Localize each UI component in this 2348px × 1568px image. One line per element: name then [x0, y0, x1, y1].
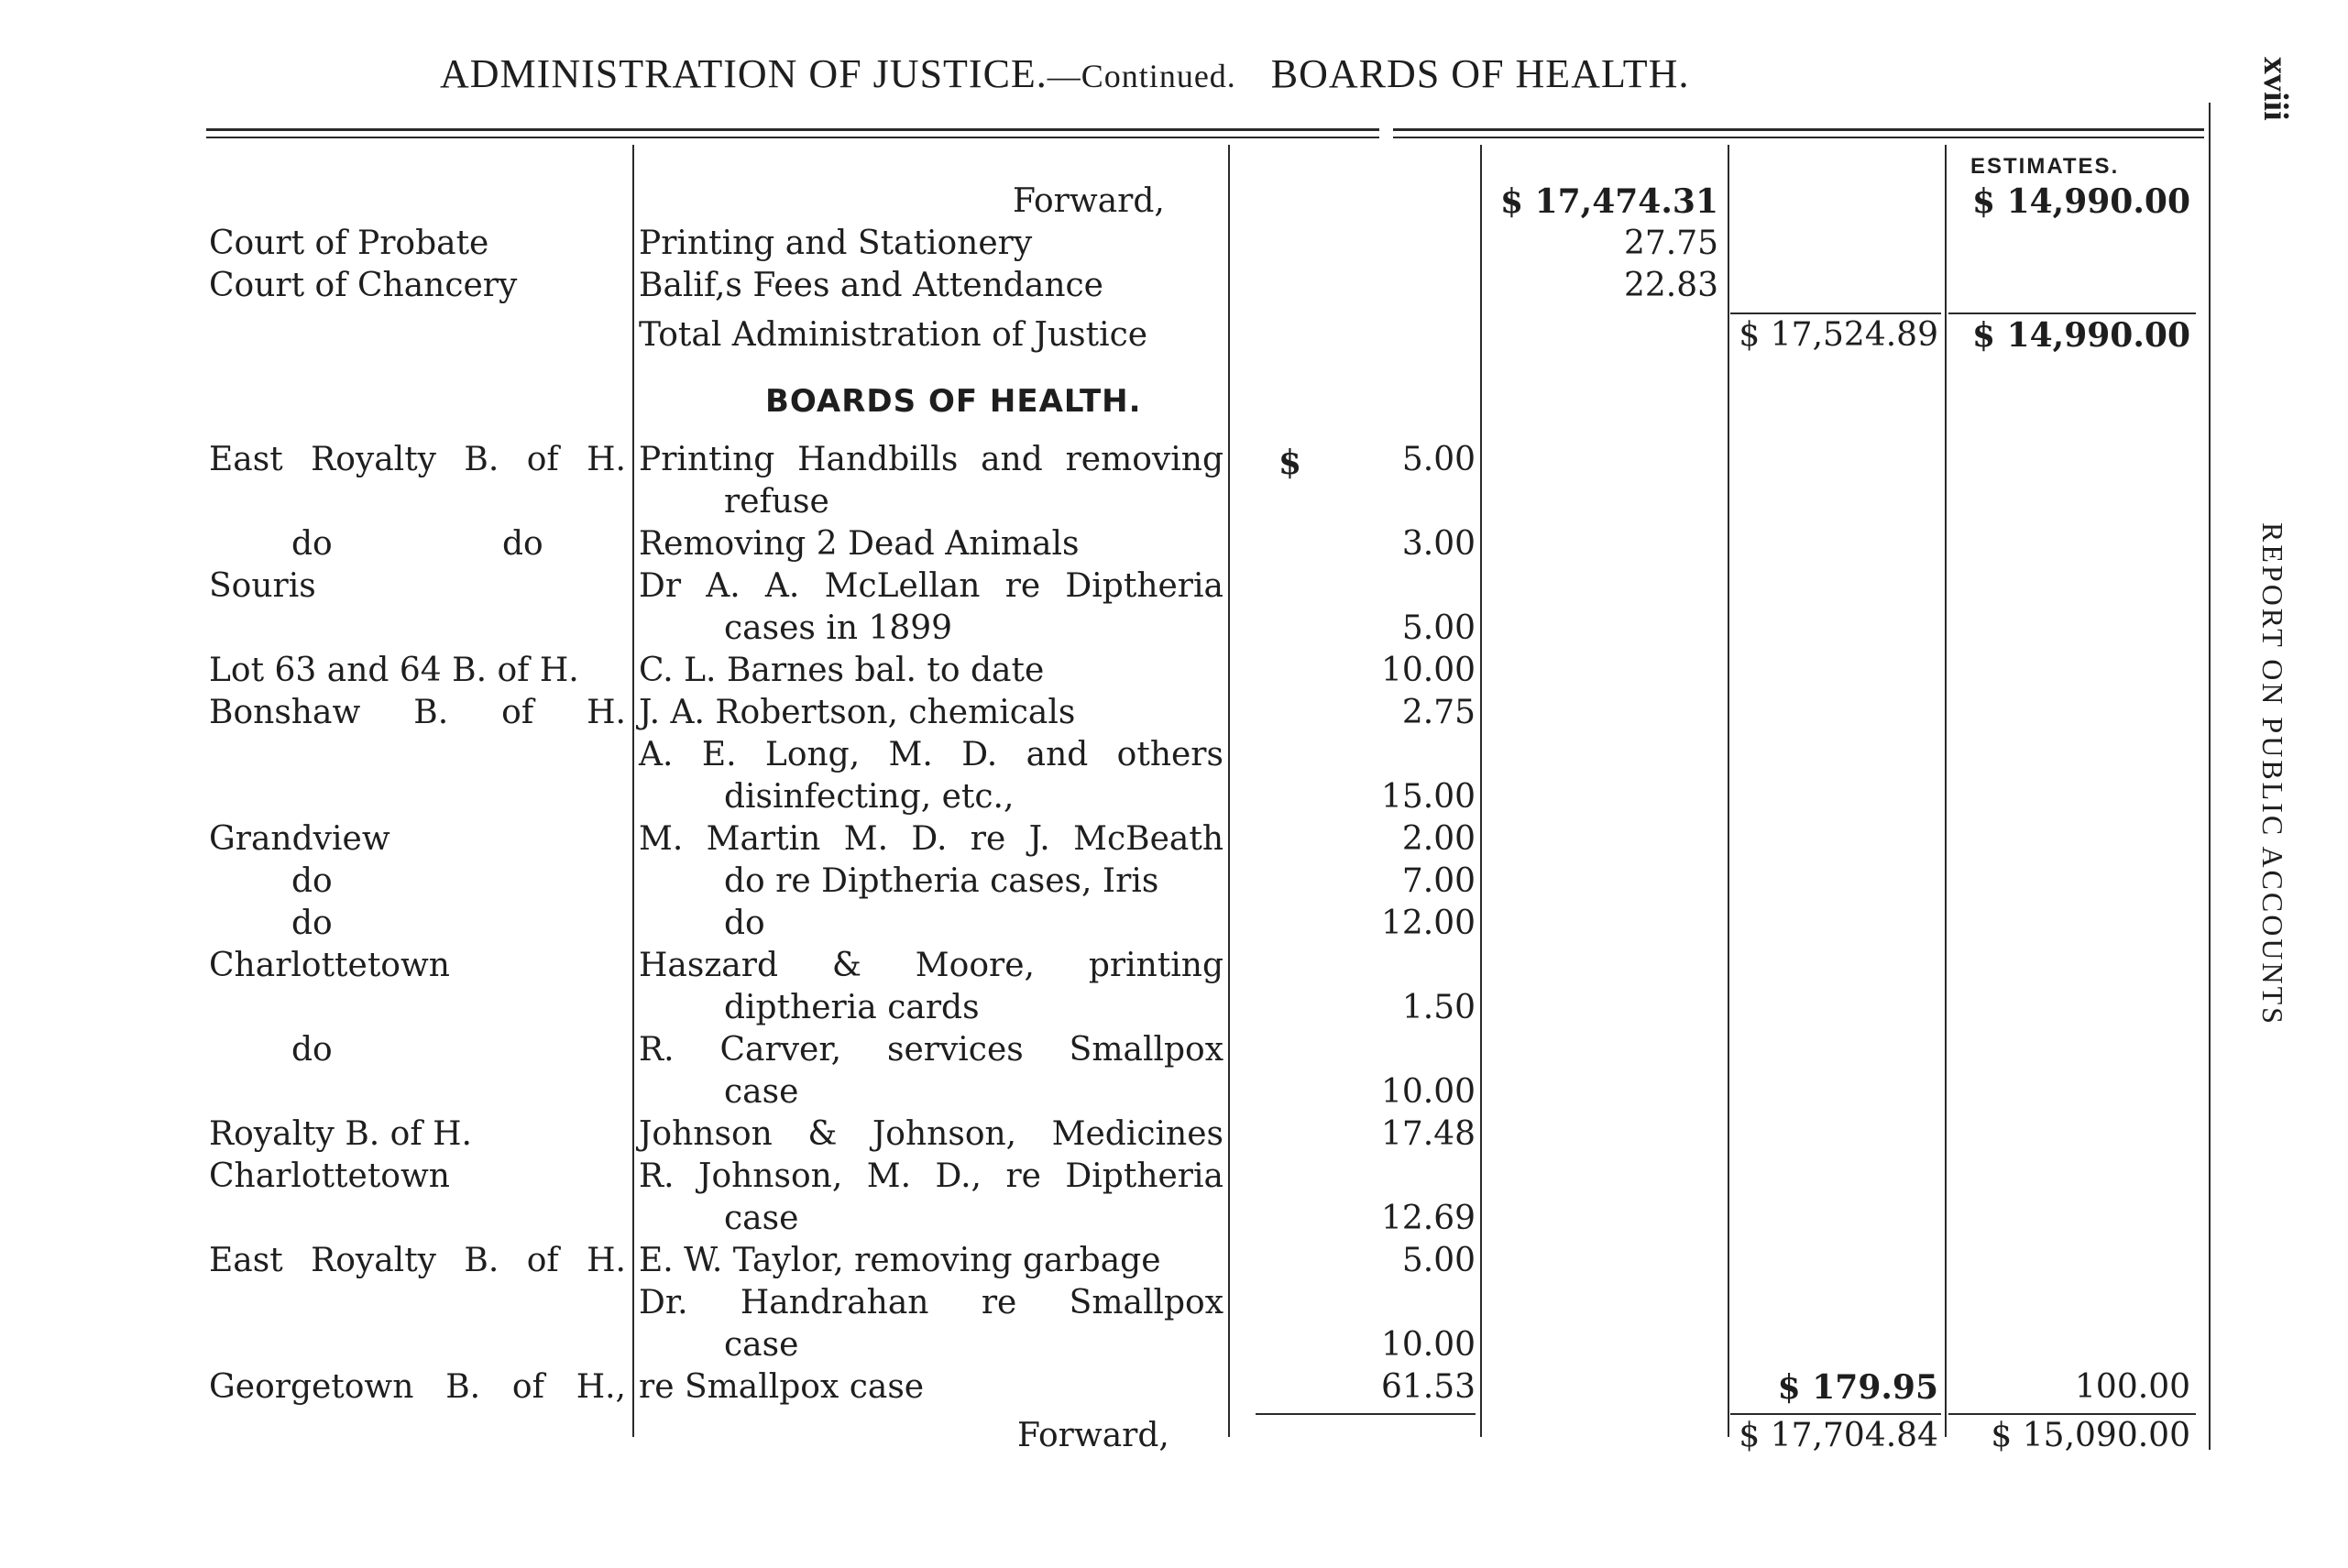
list-item-amount: 10.00 [1380, 1326, 1476, 1364]
header-rule-left [206, 128, 1379, 138]
list-item-description: J. A. Robertson, chemicals [639, 694, 1076, 731]
header-rule-right [1393, 128, 2204, 138]
list-item-amount: 2.00 [1401, 820, 1476, 858]
health-forward-label: Forward, [1017, 1417, 1169, 1454]
page-number: xviii [2256, 57, 2295, 121]
justice-total-rule [1730, 313, 1941, 314]
list-item-amount: 10.00 [1380, 652, 1476, 689]
justice-total-estimate: $ 14,990.00 [1972, 316, 2190, 355]
list-item-description: Dr. Handrahan re Smallpox [639, 1284, 1223, 1321]
justice-forward-label: Forward, [1013, 182, 1165, 220]
subtotal-rule [1730, 1413, 1941, 1415]
list-item-description: C. L. Barnes bal. to date [639, 652, 1045, 689]
list-item-name: Charlottetown [209, 1157, 450, 1195]
list-item-amount: 2.75 [1401, 694, 1476, 731]
list-item-name: Charlottetown [209, 947, 450, 984]
estimate-subtotal-rule [1948, 1413, 2196, 1415]
list-item-amount: 17.48 [1380, 1115, 1476, 1153]
header-continued: —Continued. [1047, 58, 1236, 94]
list-item-description: do [724, 905, 765, 942]
list-item-name: Court of Chancery [209, 267, 518, 304]
header-title-right: BOARDS OF HEALTH. [1270, 51, 1690, 96]
list-item-amount: 5.00 [1401, 1242, 1476, 1279]
list-item-amount: 27.75 [1623, 225, 1718, 262]
list-item-description: R. Carver, services Smallpox [639, 1031, 1223, 1069]
health-subtotal: $ 179.95 [1777, 1368, 1938, 1407]
page-header [440, 50, 1689, 97]
justice-total-amount: $ 17,524.89 [1739, 316, 1938, 354]
list-item-description-cont: case [724, 1073, 799, 1111]
dollar-sign: $ [1278, 444, 1302, 482]
list-item-amount: 5.00 [1401, 609, 1476, 647]
page-right-border [2209, 103, 2211, 1450]
list-item-description: re Smallpox case [639, 1368, 925, 1406]
list-item-description: A. E. Long, M. D. and others [639, 736, 1223, 773]
list-item-name: Bonshaw B. of H. [209, 694, 626, 731]
column-divider-estimate [1945, 145, 1947, 1437]
list-item-description-cont: case [724, 1200, 799, 1237]
list-item-amount: 1.50 [1401, 989, 1476, 1026]
list-item-description: Johnson & Johnson, Medicines [639, 1115, 1223, 1153]
list-item-name: Georgetown B. of H., [209, 1368, 626, 1406]
list-item-name: do [291, 525, 333, 563]
list-item-name: do [291, 862, 333, 900]
list-item-amount: 5.00 [1401, 441, 1476, 478]
list-item-amount: 22.83 [1623, 267, 1718, 304]
list-item-description-cont: cases in 1899 [724, 609, 953, 647]
list-item-amount: 10.00 [1380, 1073, 1476, 1111]
list-item-name: do [291, 1031, 333, 1069]
list-item-description-cont: refuse [724, 483, 829, 521]
list-item-description: E. W. Taylor, removing garbage [639, 1242, 1161, 1279]
list-item-description: Dr A. A. McLellan re Diptheria [639, 567, 1223, 605]
list-item-description-cont: case [724, 1326, 799, 1364]
list-item-amount: 12.00 [1380, 905, 1476, 942]
list-item-name: do [291, 905, 333, 942]
list-item-name: East Royalty B. of H. [209, 441, 626, 478]
amount-sum-rule [1256, 1413, 1476, 1415]
list-item-description: Haszard & Moore, printing [639, 947, 1223, 984]
justice-forward-amount: $ 17,474.31 [1500, 182, 1718, 221]
list-item-amount: 61.53 [1380, 1368, 1476, 1406]
justice-estimate-rule [1948, 313, 2196, 314]
list-item-name: Souris [209, 567, 316, 605]
column-divider-total [1728, 145, 1729, 1437]
list-item-description: do re Diptheria cases, Iris [724, 862, 1159, 900]
header-title-left: ADMINISTRATION OF JUSTICE. [440, 51, 1048, 96]
justice-total-label: Total Administration of Justice [639, 316, 1148, 354]
list-item-name-ditto: do [502, 525, 543, 563]
list-item-name: Royalty B. of H. [209, 1115, 472, 1153]
health-forward-amount: $ 17,704.84 [1739, 1417, 1938, 1454]
list-item-description-cont: diptheria cards [724, 989, 980, 1026]
list-item-description-cont: disinfecting, etc., [724, 778, 1015, 816]
column-divider-name [632, 145, 634, 1437]
list-item-name: Court of Probate [209, 225, 489, 262]
list-item-description: Removing 2 Dead Animals [639, 525, 1080, 563]
column-divider-amount [1480, 145, 1482, 1437]
list-item-description: Printing Handbills and removing [639, 441, 1223, 478]
report-title: REPORT ON PUBLIC ACCOUNTS [2256, 522, 2289, 1026]
list-item-amount: 3.00 [1401, 525, 1476, 563]
list-item-amount: 15.00 [1380, 778, 1476, 816]
section-title: BOARDS OF HEALTH. [765, 383, 1142, 420]
list-item-name: Grandview [209, 820, 390, 858]
estimates-heading: ESTIMATES. [1970, 154, 2120, 179]
list-item-amount: 7.00 [1401, 862, 1476, 900]
column-divider-desc [1228, 145, 1230, 1437]
list-item-name: Lot 63 and 64 B. of H. [209, 652, 579, 689]
health-forward-estimate: $ 15,090.00 [1991, 1417, 2190, 1454]
list-item-description: Printing and Stationery [639, 225, 1033, 262]
list-item-description: M. Martin M. D. re J. McBeath [639, 820, 1223, 858]
list-item-name: East Royalty B. of H. [209, 1242, 626, 1279]
justice-forward-estimate: $ 14,990.00 [1972, 182, 2190, 221]
list-item-description: Balif,s Fees and Attendance [639, 267, 1103, 304]
list-item-description: R. Johnson, M. D., re Diptheria [639, 1157, 1223, 1195]
list-item-amount: 12.69 [1380, 1200, 1476, 1237]
health-subtotal-estimate: 100.00 [2075, 1368, 2190, 1406]
